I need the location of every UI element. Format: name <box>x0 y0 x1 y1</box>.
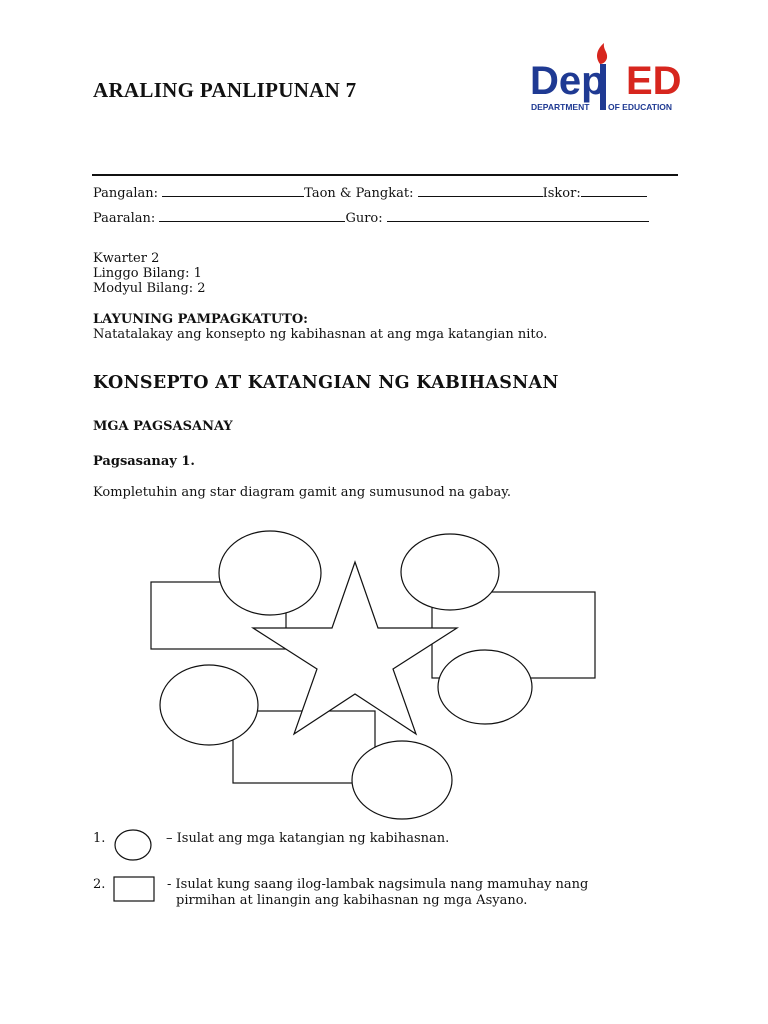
module-text: Modyul Bilang: 2 <box>93 281 206 296</box>
circle-top-right[interactable] <box>401 534 499 610</box>
objective <box>93 312 547 342</box>
legend-item-2-number: 2. <box>93 877 106 892</box>
rectangle-icon <box>113 876 156 903</box>
legend-item-1-number: 1. <box>93 831 106 846</box>
legend-item-1-text: – Isulat ang mga katangian ng kabihasnan. <box>166 831 450 846</box>
section-heading: MGA PAGSASANAY <box>93 419 233 434</box>
school-field[interactable] <box>159 209 345 222</box>
name-label: Pangalan: <box>93 186 159 201</box>
quarter-text: Kwarter 2 <box>93 251 160 266</box>
legend-item-2-line-2: pirmihan at linangin ang kabihasnan ng mga Asyano. <box>176 893 528 908</box>
form-row-2 <box>93 209 649 226</box>
name-field[interactable] <box>162 184 304 197</box>
form-row-1 <box>93 184 647 201</box>
deped-logo <box>528 42 692 116</box>
legend-item-2-line-1: - Isulat kung saang ilog-lambak nagsimula nang mamuhay nang <box>167 877 589 892</box>
star-diagram <box>140 528 610 823</box>
logo-subtitle-2: OF EDUCATION <box>608 102 673 112</box>
page-title: ARALING PANLIPUNAN 7 <box>93 78 357 102</box>
exercise-instruction: Kompletuhin ang star diagram gamit ang sumusunod na gabay. <box>93 485 511 500</box>
logo-ed-text: ED <box>626 59 682 103</box>
week-text: Linggo Bilang: 1 <box>93 266 202 281</box>
year-section-label: Taon & Pangkat: <box>304 186 414 201</box>
teacher-field[interactable] <box>387 209 649 222</box>
objective-text: Natatalakay ang konsepto ng kabihasnan at ang mga katangian nito. <box>93 327 548 342</box>
logo-dep-text: Dep <box>530 59 606 103</box>
exercise-heading: Pagsasanay 1. <box>93 454 195 469</box>
year-section-field[interactable] <box>418 184 543 197</box>
module-info <box>93 251 206 296</box>
circle-top-left[interactable] <box>219 531 321 615</box>
circle-left[interactable] <box>160 665 258 745</box>
score-field[interactable] <box>581 184 647 197</box>
circle-bottom[interactable] <box>352 741 452 819</box>
legend-item-2-text <box>167 877 588 909</box>
header-divider <box>92 174 678 176</box>
score-label: Iskor: <box>542 186 581 201</box>
objective-heading: LAYUNING PAMPAGKATUTO: <box>93 312 308 327</box>
circle-icon <box>113 828 153 862</box>
circle-right[interactable] <box>438 650 532 724</box>
lesson-title: KONSEPTO AT KATANGIAN NG KABIHASNAN <box>93 373 559 393</box>
logo-subtitle-1: DEPARTMENT <box>531 102 590 112</box>
school-label: Paaralan: <box>93 211 156 226</box>
teacher-label: Guro: <box>345 211 383 226</box>
